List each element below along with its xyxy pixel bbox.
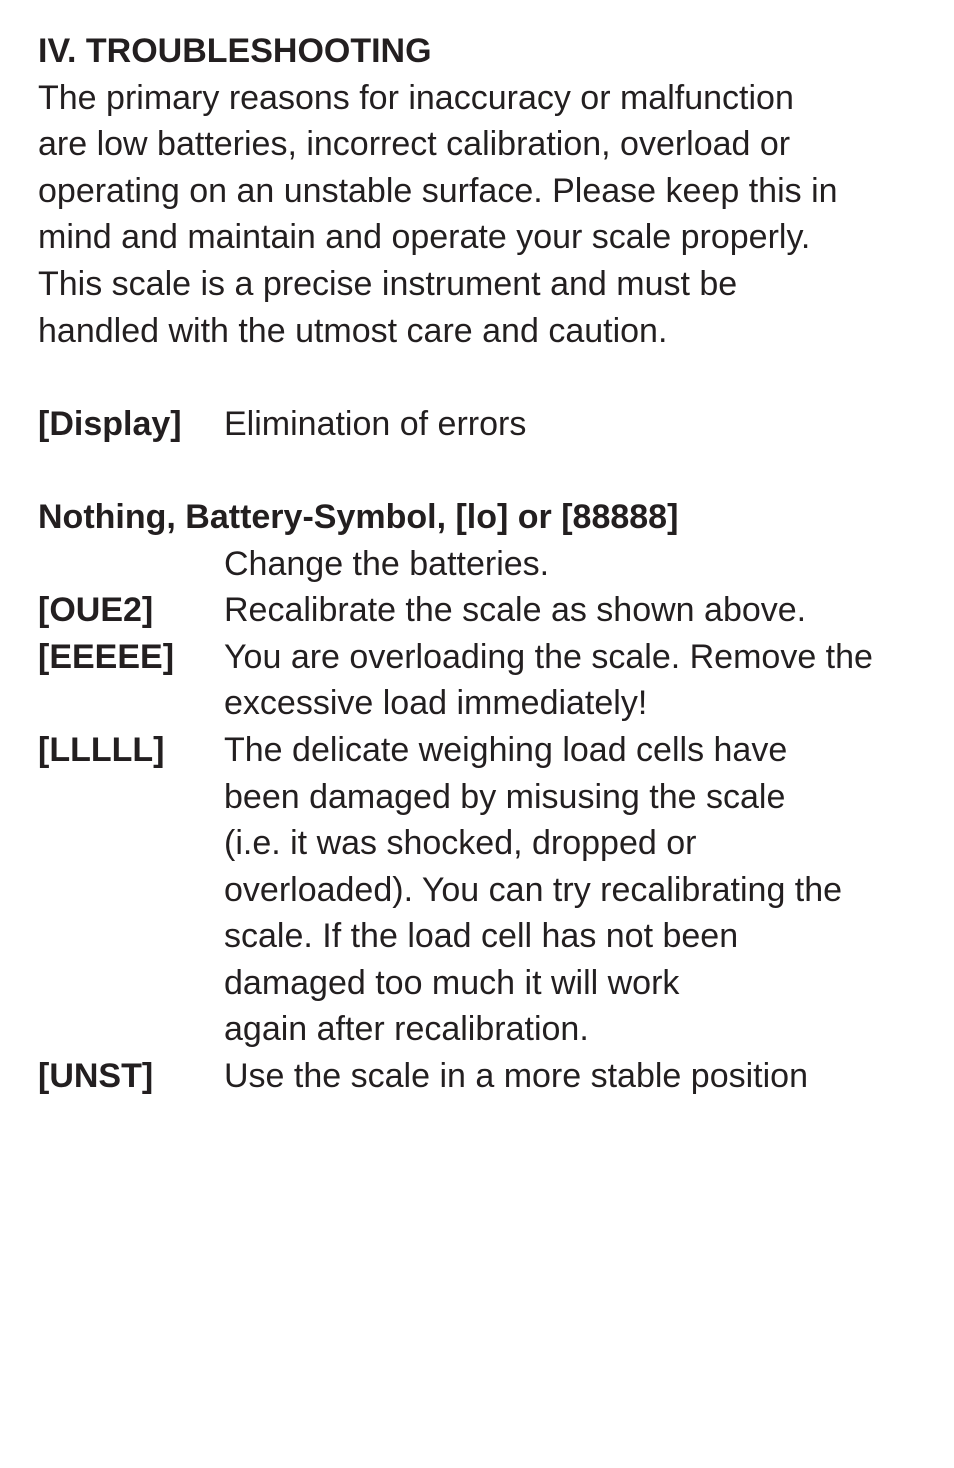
- error-code-oue2: [OUE2]: [38, 591, 154, 630]
- error-code-lllll: [LLLLL]: [38, 730, 165, 769]
- intro-line: The primary reasons for inaccuracy or malfunction: [38, 78, 794, 117]
- remedy-line: overloaded). You can try recalibrating the: [224, 870, 843, 909]
- remedy-line: Change the batteries.: [224, 544, 550, 583]
- document-page: [38, 28, 938, 1100]
- section-title: IV. TROUBLESHOOTING: [38, 32, 432, 70]
- error-code-battery: Nothing, Battery-Symbol, [lo] or [88888]: [38, 497, 679, 536]
- intro-line: handled with the utmost care and caution.: [38, 311, 668, 350]
- error-entry-battery: [38, 494, 938, 587]
- remedy-line: You are overloading the scale. Remove the: [224, 637, 873, 676]
- remedy-line: been damaged by misusing the scale: [224, 777, 786, 816]
- table-header-row: [38, 401, 938, 448]
- elimination-column-header: Elimination of errors: [224, 404, 527, 443]
- remedy-line: again after recalibration.: [224, 1010, 589, 1049]
- intro-line: are low batteries, incorrect calibration, overload or: [38, 125, 791, 164]
- display-column-header: [Display]: [38, 404, 182, 443]
- error-remedy-lllll: [224, 727, 938, 1053]
- error-remedy-eeeee: [224, 634, 938, 727]
- remedy-line: Use the scale in a more stable position: [224, 1057, 808, 1096]
- intro-line: This scale is a precise instrument and must be: [38, 264, 738, 303]
- error-code-eeeee: [EEEEE]: [38, 637, 175, 676]
- error-entry-eeeee: [38, 634, 938, 727]
- remedy-line: (i.e. it was shocked, dropped or: [224, 824, 697, 863]
- remedy-line: scale. If the load cell has not been: [224, 917, 739, 956]
- remedy-line: damaged too much it will work: [224, 963, 680, 1002]
- error-code-unst: [UNST]: [38, 1057, 154, 1096]
- error-remedy-oue2: [224, 587, 938, 634]
- remedy-line: The delicate weighing load cells have: [224, 730, 788, 769]
- error-entry-unst: [38, 1053, 938, 1100]
- remedy-line: Recalibrate the scale as shown above.: [224, 591, 807, 630]
- blank-line: [38, 354, 938, 401]
- error-entry-lllll: [38, 727, 938, 1053]
- error-remedy-battery: [38, 541, 938, 588]
- intro-line: mind and maintain and operate your scale properly.: [38, 218, 811, 257]
- error-entry-oue2: [38, 587, 938, 634]
- blank-line: [38, 447, 938, 494]
- intro-paragraph: [38, 75, 938, 355]
- intro-line: operating on an unstable surface. Please keep this in: [38, 171, 838, 210]
- remedy-line: excessive load immediately!: [224, 684, 648, 723]
- error-remedy-unst: [224, 1053, 938, 1100]
